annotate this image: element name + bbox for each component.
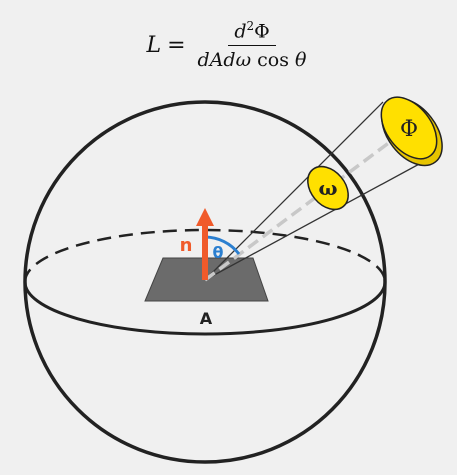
numerator-d: d: [234, 20, 247, 43]
numerator-exponent: 2: [246, 19, 255, 34]
denominator-dad: dAd: [197, 48, 236, 71]
formula-lhs: L: [146, 32, 162, 58]
area-label: A: [199, 309, 213, 328]
theta-label: θ: [212, 243, 224, 262]
normal-label: n: [179, 235, 193, 256]
denominator-cos: cos: [257, 48, 289, 71]
normal-arrow-head: [196, 208, 214, 226]
denominator-omega: ω: [235, 48, 252, 71]
phi-label: Φ: [399, 117, 419, 142]
denominator-theta: θ: [295, 48, 307, 71]
cone-edge-upper: [205, 102, 383, 280]
central-ray: [205, 127, 410, 280]
numerator-phi: Φ: [254, 20, 270, 43]
formula-equals: =: [167, 32, 186, 58]
omega-label: ω: [318, 176, 338, 200]
